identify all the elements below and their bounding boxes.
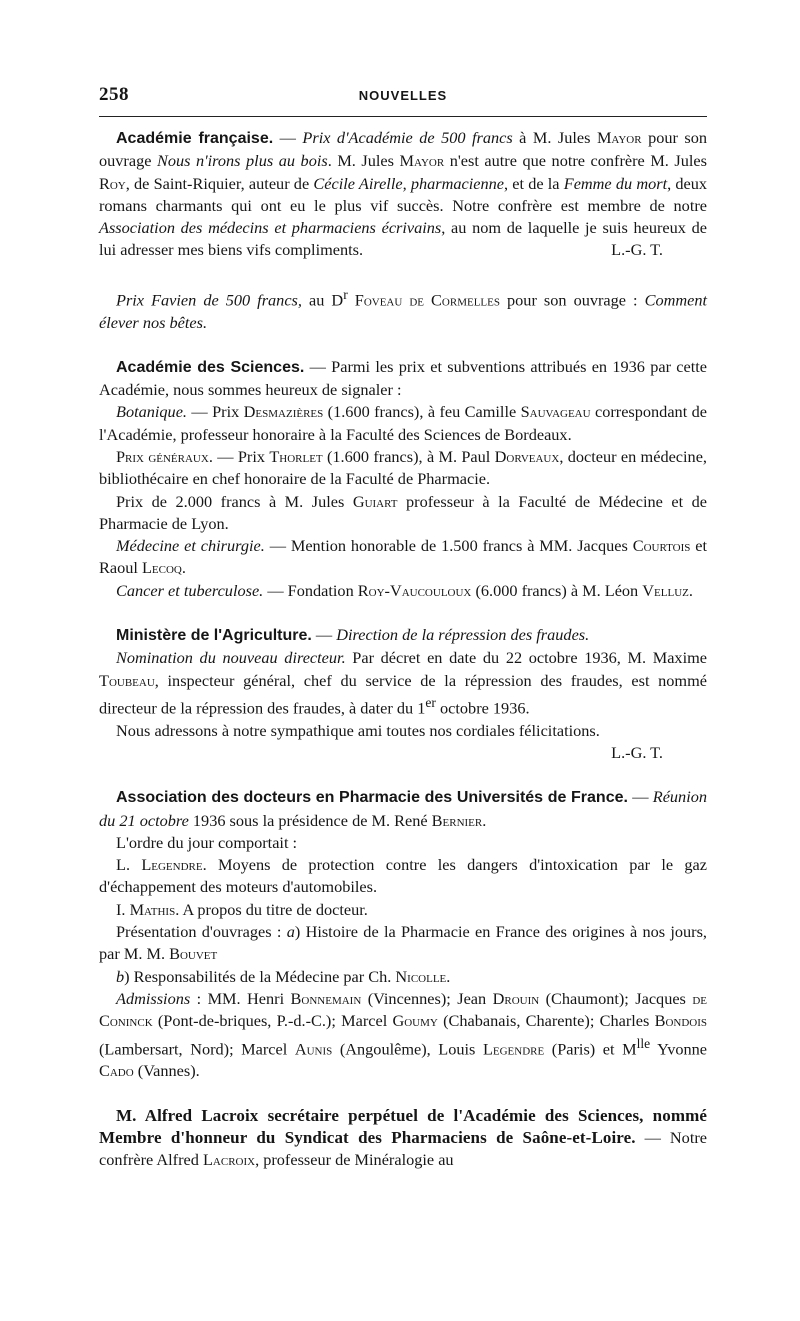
paragraph: Prix de 2.000 francs à M. Jules Guiart professeur à la Faculté de Médecine et de Pharmacie de Lyon. [99, 491, 707, 533]
section-academie-francaise [99, 127, 707, 262]
person-name: Dorveaux [494, 446, 560, 466]
section-association-docteurs [99, 786, 707, 1082]
book-title: Cécile Airelle, pharmacienne [313, 173, 504, 193]
paragraph: L. Legendre. Moyens de protection contre les dangers d'intoxication par le gaz d'échappement des moteurs d'automobiles. [99, 855, 707, 897]
paragraph: Prix généraux. — Prix Thorlet (1.600 francs), à M. Paul Dorveaux, docteur en médecine, bibliothécaire en chef honoraire de la Faculté de Pharmacie. [99, 446, 707, 489]
person-name: Sauvageau [520, 402, 591, 422]
paragraph: Admissions : MM. Henri Bonnemain (Vincennes); Jean Drouin (Chaumont); Jacques de Coninck (Pont-de-briques, P.-d.-C.); Marcel Goumy (Chabanais, Charente); Charles Bondois (Lambersart, Nord); Marcel Aunis (Angoulême), Louis Legendre (Paris) et $M^{lle}$ Yvonne Cado (Vannes). [99, 988, 708, 1081]
person-name: Nicolle [395, 966, 447, 986]
person-name: Lacroix [202, 1150, 256, 1170]
book-title: Femme du mort [563, 173, 668, 193]
section-alfred-lacroix [99, 1105, 707, 1172]
paragraph: Cancer et tuberculose. — Fondation Roy-Vaucouloux (6.000 francs) à M. Léon Velluz. [116, 580, 693, 600]
paragraph: Médecine et chirurgie. — Mention honorable de 1.500 francs à MM. Jacques Courtois et Raoul Lecoq. [99, 536, 707, 578]
paragraph: Nomination du nouveau directeur. Par décret en date du 22 octobre 1936, M. Maxime Toubeau, inspecteur général, chef du service de la répression des fraudes, est nommé directeur de la répression des fraudes, à dater du 1er octobre 1936. [99, 648, 707, 718]
person-name: Desmazières [243, 402, 324, 422]
section-heading: Académie des Sciences. [116, 358, 305, 376]
paragraph: Botanique. — Prix Desmazières (1.600 francs), à feu Camille Sauvageau correspondant de l'Académie, professeur honoraire à la Faculté des Sciences de Bordeaux. [99, 402, 707, 444]
paragraph: Prix Favien de 500 francs, au $D^r$ Foveau de Cormelles pour son ouvrage : Comment élever nos bêtes. [99, 286, 708, 332]
person-name: Mathis [129, 899, 176, 919]
person-name: Velluz [642, 580, 689, 600]
person-name: Thorlet [269, 446, 323, 466]
person-name: Aunis [294, 1038, 333, 1058]
person-name: Bernier [431, 810, 483, 830]
paragraph: I. Mathis. A propos du titre de docteur. [116, 899, 368, 919]
section-heading: Académie française. [116, 130, 274, 147]
paragraph: L'ordre du jour comportait : [116, 832, 298, 852]
paragraph: Association des docteurs en Pharmacie des Universités de France. — Réunion du 21 octobre 1936 sous la présidence de M. René Bernier. [99, 787, 708, 830]
paragraph: b) Responsabilités de la Médecine par Ch. Nicolle. [116, 966, 451, 986]
person-name: Foveau de Cormelles [354, 290, 500, 310]
person-name: Courtois [632, 536, 691, 556]
person-name: Cado [99, 1061, 134, 1081]
page-number: 258 [99, 84, 129, 105]
person-name: Mayor [596, 128, 642, 147]
person-name: Legendre [141, 855, 203, 875]
paragraph: Académie des Sciences. — Parmi les prix et subventions attribués en 1936 par cette Académie, nous sommes heureux de signaler : [99, 356, 707, 400]
person-name: Drouin [492, 988, 540, 1008]
person-name: Bonnemain [290, 988, 362, 1008]
running-title: NOUVELLES [358, 88, 448, 103]
signature: L.-G. T. [611, 742, 663, 762]
book-title: Nous n'irons plus au bois [156, 151, 328, 171]
section-academie-sciences [99, 356, 707, 602]
paragraph: Présentation d'ouvrages : a) Histoire de la Pharmacie en France des origines à nos jours, par M. M. Bouvet [99, 922, 707, 964]
section-heading: M. Alfred Lacroix secrétaire perpétuel de l'Académie des Sciences, nommé Membre d'honneur du Syndicat des Pharmaciens de Saône-et-Loire. [99, 1105, 707, 1147]
person-name: Bondois [654, 1011, 707, 1031]
paragraph: Académie française. — Prix d'Académie de 500 francs à M. Jules Mayor pour son ouvrage Nous n'irons plus au bois. M. Jules Mayor n'est autre que notre confrère M. Jules Roy, de Saint-Riquier, auteur de Cécile Airelle, pharmacienne, et de la Femme du mort, deux romans charmants qui ont eu le plus vif succès. Notre confrère est membre de notre Association des médecins et pharmaciens écrivains, au nom de laquelle je suis heureux de lui adresser mes biens vifs compliments. L.-G. T. [99, 127, 707, 262]
person-name: Mayor [399, 151, 445, 171]
section-ministere-agriculture [99, 624, 707, 764]
person-name: de Coninck [99, 988, 707, 1031]
person-name: Bouvet [169, 944, 218, 964]
header-rule [99, 116, 707, 117]
person-name: Lecoq [141, 558, 182, 578]
signature: L.-G. T. [611, 240, 663, 260]
person-name: Roy-Vaucouloux [357, 580, 472, 600]
paragraph: Nous adressons à notre sympathique ami toutes nos cordiales félicitations. L.-G. T. [99, 720, 707, 742]
paragraph: Ministère de l'Agriculture. — Direction de la répression des fraudes. [116, 625, 590, 645]
book-title: Comment élever nos bêtes. [99, 290, 708, 332]
article-body [99, 127, 707, 1171]
person-name: Toubeau [99, 670, 155, 690]
person-name: Roy [99, 173, 126, 193]
person-name: Legendre [482, 1038, 545, 1058]
paragraph: M. Alfred Lacroix secrétaire perpétuel de l'Académie des Sciences, nommé Membre d'honneur du Syndicat des Pharmaciens de Saône-et-Loire. — Notre confrère Alfred Lacroix, professeur de Minéralogie au [99, 1105, 707, 1170]
person-name: Guiart [352, 491, 398, 511]
section-prix-favien [99, 284, 707, 334]
section-heading: Ministère de l'Agriculture. [116, 627, 312, 645]
page-header [99, 84, 707, 108]
person-name: Goumy [392, 1011, 438, 1031]
section-heading: Association des docteurs en Pharmacie des Universités de France. [116, 789, 628, 807]
